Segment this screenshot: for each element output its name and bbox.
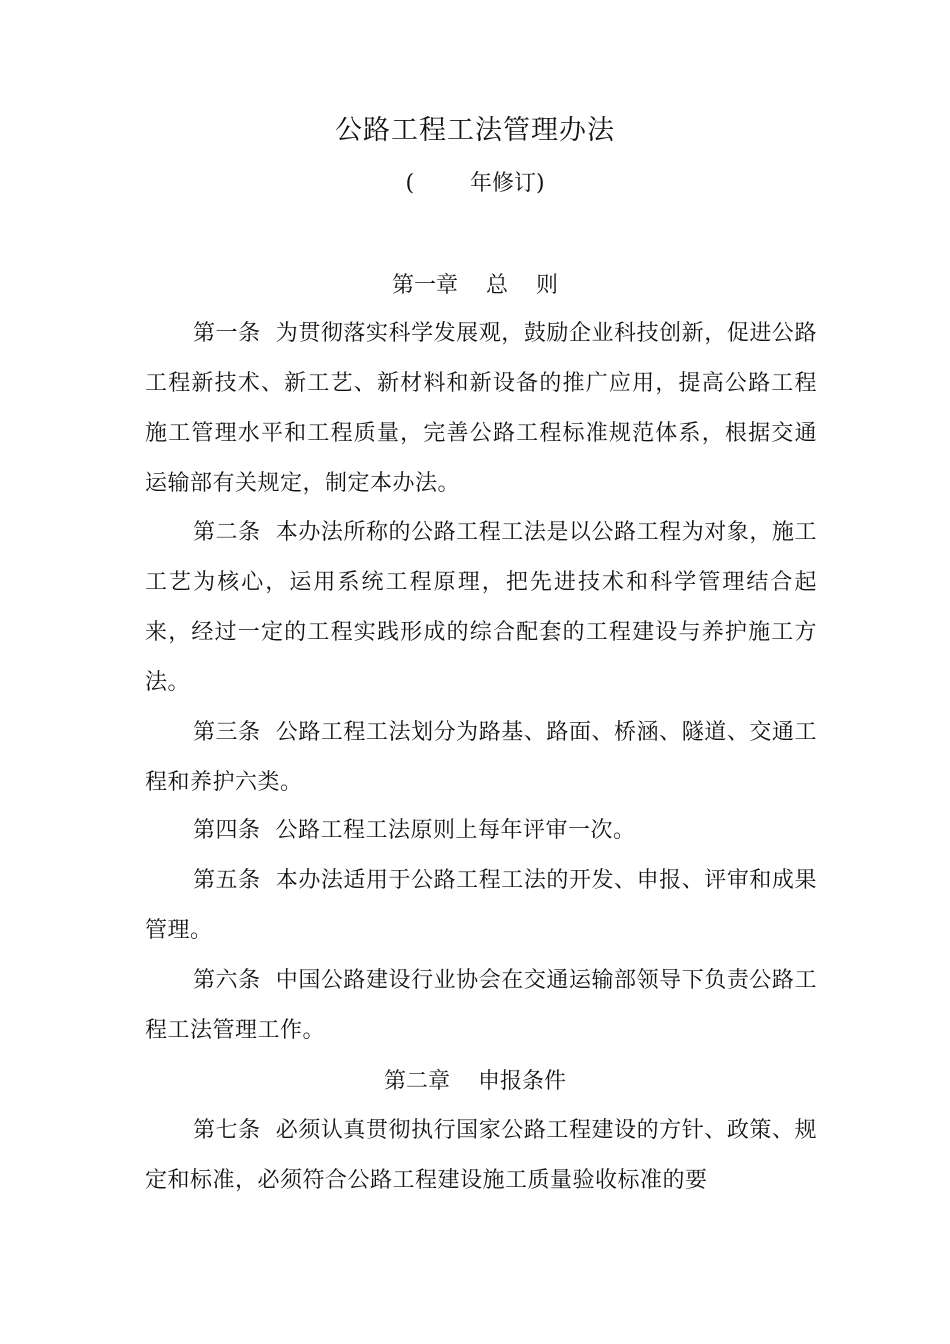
article-label: 第四条 <box>193 818 261 843</box>
article-6 <box>145 956 817 1056</box>
article-label: 第三条 <box>193 720 261 745</box>
article-text: 公路工程工法原则上每年评审一次。 <box>275 818 636 843</box>
article-label: 第七条 <box>193 1118 261 1143</box>
article-7 <box>145 1106 817 1206</box>
article-text: 本办法适用于公路工程工法的开发、申报、评审和成果管理。 <box>145 868 817 943</box>
document-subtitle: ( 年修订) <box>405 171 545 196</box>
article-text: 公路工程工法划分为路基、路面、桥涵、隧道、交通工程和养护六类。 <box>145 720 817 795</box>
article-1 <box>145 309 817 509</box>
chapter-heading-1: 第一章 总 则 <box>392 273 558 298</box>
article-label: 第五条 <box>193 868 261 893</box>
article-3 <box>145 708 817 808</box>
article-5 <box>145 856 817 956</box>
article-label: 第六条 <box>193 968 261 993</box>
article-text: 中国公路建设行业协会在交通运输部领导下负责公路工程工法管理工作。 <box>145 968 817 1043</box>
article-text: 本办法所称的公路工程工法是以公路工程为对象，施工工艺为核心，运用系统工程原理，把先进技术和科学管理结合起来，经过一定的工程实践形成的综合配套的工程建设与养护施工方法。 <box>145 520 817 695</box>
article-2 <box>145 508 817 708</box>
document-title: 公路工程工法管理办法 <box>335 115 615 146</box>
article-text: 为贯彻落实科学发展观，鼓励企业科技创新，促进公路工程新技术、新工艺、新材料和新设备的推广应用，提高公路工程施工管理水平和工程质量，完善公路工程标准规范体系，根据交通运输部有关规定，制定本办法。 <box>145 321 817 496</box>
article-text: 必须认真贯彻执行国家公路工程建设的方针、政策、规定和标准，必须符合公路工程建设施工质量验收标准的要 <box>145 1118 817 1193</box>
chapter-heading-2: 第二章 申报条件 <box>384 1069 566 1094</box>
article-label: 第二条 <box>193 520 261 545</box>
article-4 <box>145 806 817 856</box>
article-label: 第一条 <box>193 321 261 346</box>
